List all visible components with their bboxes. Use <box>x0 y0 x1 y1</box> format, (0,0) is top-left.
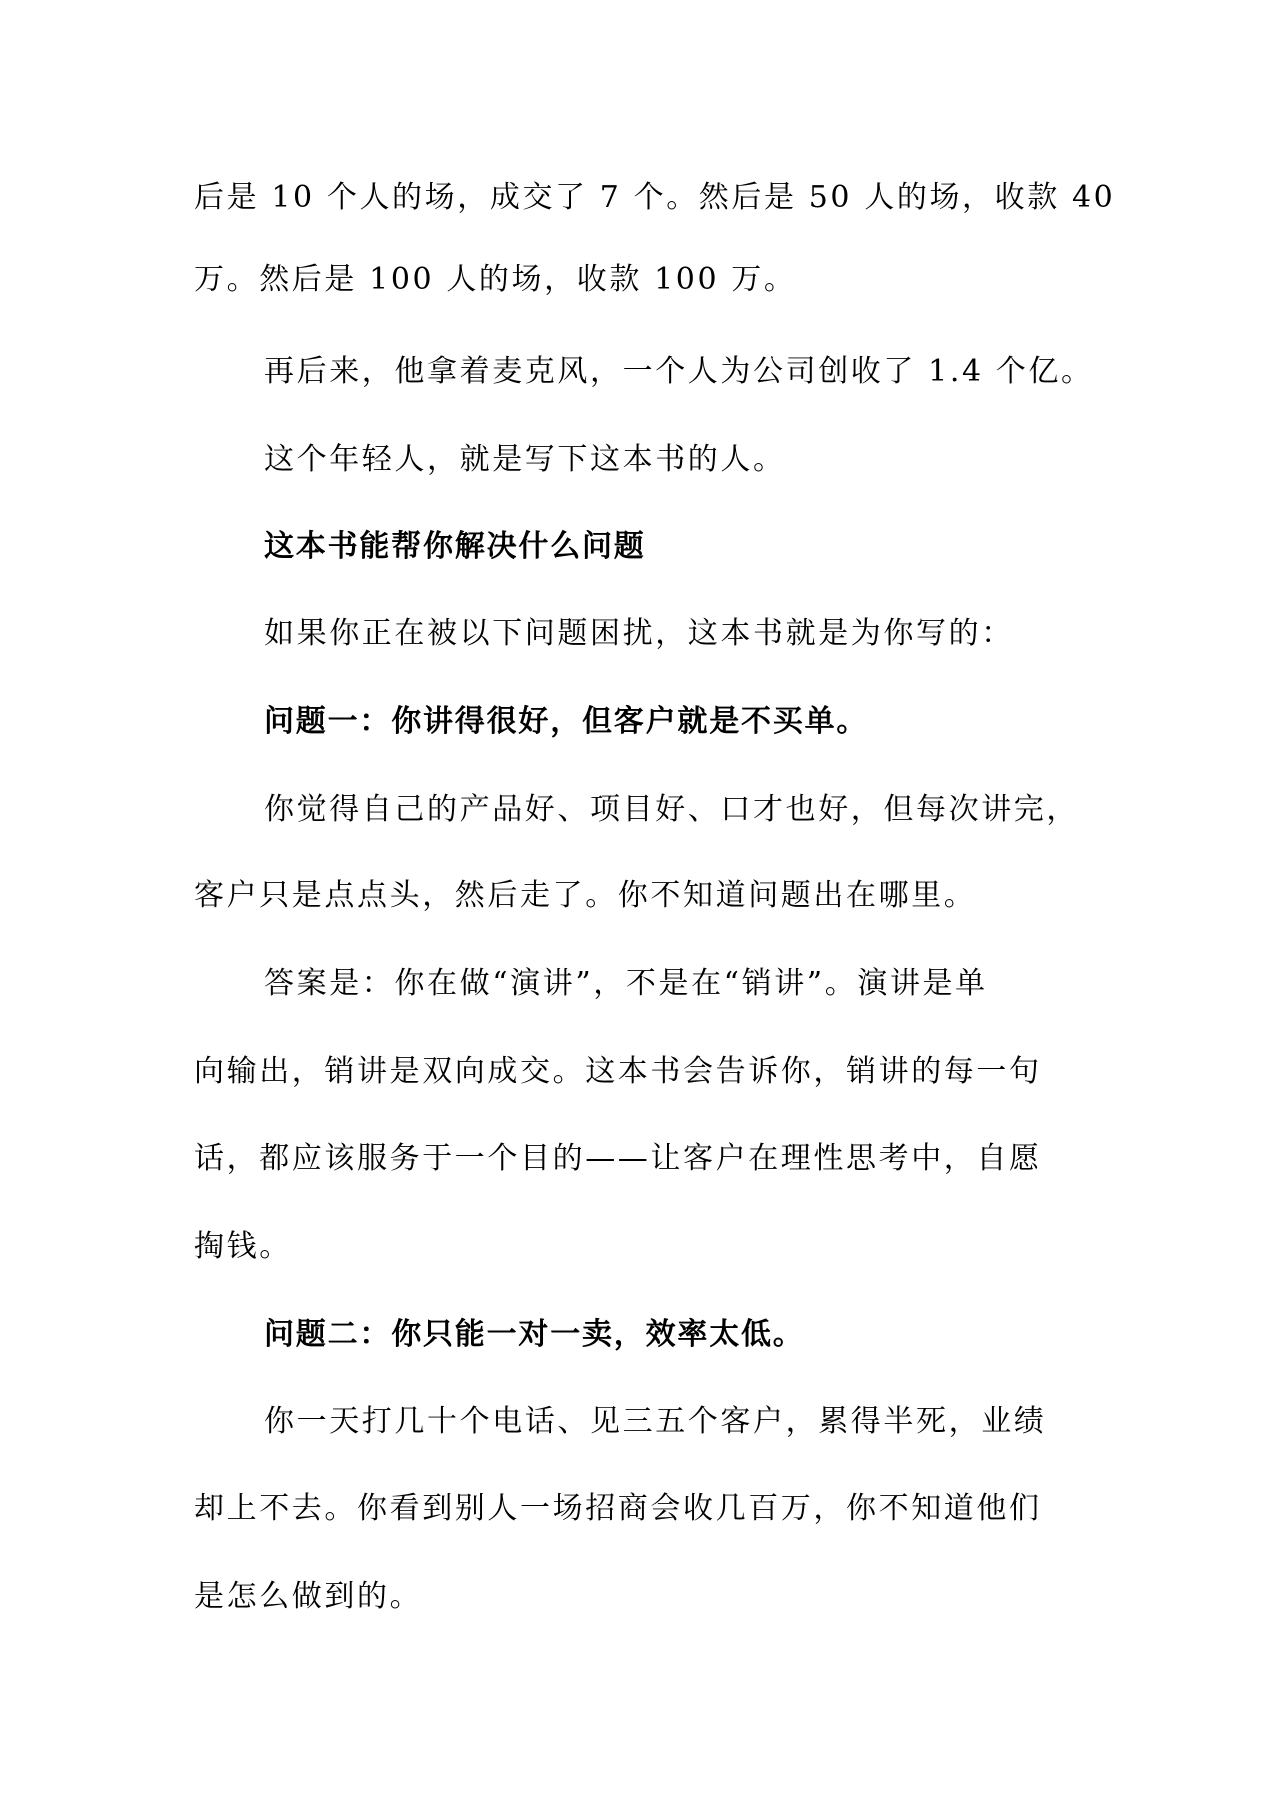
body-text-line: 如果你正在被以下问题困扰，这本书就是为你写的： <box>264 616 1014 651</box>
body-text-line: 向输出，销讲是双向成交。这本书会告诉你，销讲的每一句 <box>194 1054 1042 1089</box>
body-text-line: 你觉得自己的产品好、项目好、口才也好，但每次讲完， <box>264 792 1079 827</box>
body-text-line: 答案是：你在做“演讲”，不是在“销讲”。演讲是单 <box>264 966 988 1001</box>
problem-heading: 问题二：你只能一对一卖，效率太低。 <box>264 1317 805 1352</box>
body-text-line: 你一天打几十个电话、见三五个客户，累得半死，业绩 <box>264 1404 1047 1439</box>
body-text-line: 万。然后是 100 人的场，收款 100 万。 <box>194 262 797 297</box>
body-text-line: 掏钱。 <box>194 1229 292 1264</box>
section-heading: 这本书能帮你解决什么问题 <box>264 529 646 564</box>
body-text-line: 是怎么做到的。 <box>194 1579 423 1614</box>
body-text-line: 后是 10 个人的场，成交了 7 个。然后是 50 人的场，收款 40 <box>194 180 1116 215</box>
body-text-line: 却上不去。你看到别人一场招商会收几百万，你不知道他们 <box>194 1491 1042 1526</box>
body-text-line: 客户只是点点头，然后走了。你不知道问题出在哪里。 <box>194 878 977 913</box>
body-text-line: 话，都应该服务于一个目的——让客户在理性思考中，自愿 <box>194 1141 1042 1176</box>
problem-heading: 问题一：你讲得很好，但客户就是不买单。 <box>264 704 869 739</box>
body-text-line: 这个年轻人，就是写下这本书的人。 <box>264 442 786 477</box>
body-text-line: 再后来，他拿着麦克风，一个人为公司创收了 1.4 个亿。 <box>264 354 1094 389</box>
